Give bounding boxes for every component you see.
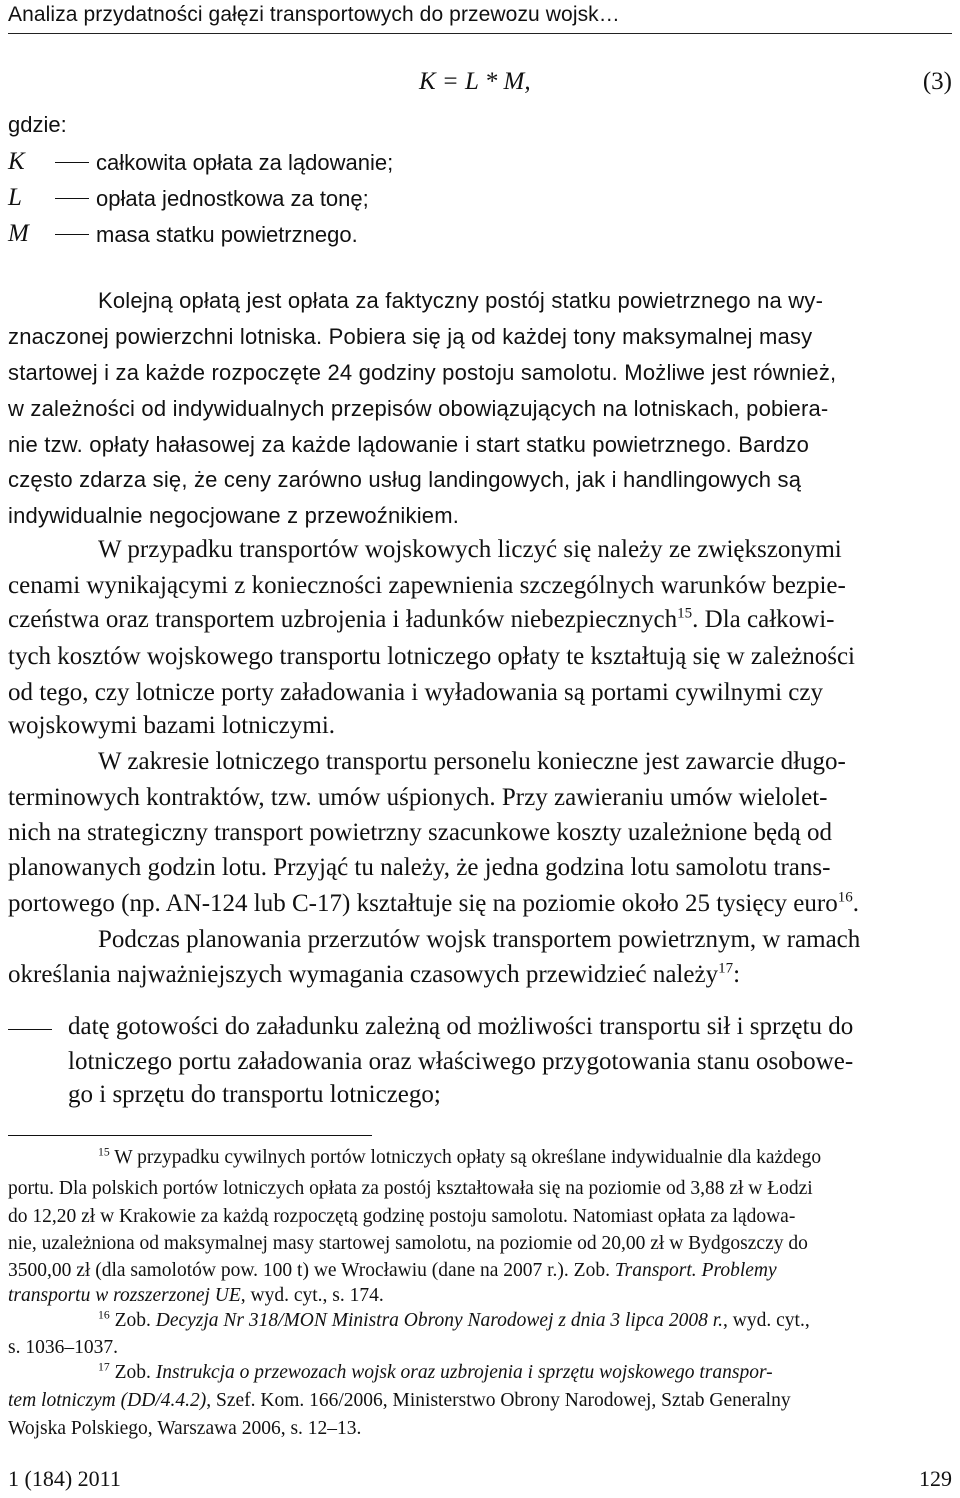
text-line: startowej i za każde rozpoczęte 24 godziny postoju samolotu. Możliwe jest również, <box>8 360 837 385</box>
text-line: lotniczego portu załadowania oraz właściwego przygotowania stanu osobowe- <box>68 1048 854 1075</box>
text-line: w zależności od indywidualnych przepisów obowiązujących na lotniskach, pobiera- <box>8 396 829 421</box>
footnote-marker: 17 <box>98 1360 110 1374</box>
definition-symbol: L <box>8 184 22 211</box>
definitions-intro: gdzie: <box>8 112 67 137</box>
footnote-line: 3500,00 zł (dla samolotów pow. 100 t) we Wrocławiu (dane na 2007 r.). Zob. Transport. Problemy <box>8 1260 777 1281</box>
footnote-separator <box>8 1135 372 1136</box>
text-line: Podczas planowania przerzutów wojsk transportem powietrznym, w ramach <box>98 926 861 953</box>
bullet-dash <box>8 1029 52 1030</box>
footnote-line: Wojska Polskiego, Warszawa 2006, s. 12–13. <box>8 1418 362 1439</box>
footnote-line: $^{15}$ W przypadku cywilnych portów lotniczych opłaty są określane indywidualnie dla każdego <box>98 1145 822 1168</box>
footnote-ref[interactable]: 16 <box>837 889 853 906</box>
text-line: znaczonej powierzchni lotniska. Pobiera się ją od każdej tony maksymalnej masy <box>8 324 813 349</box>
footnote-line: do 12,20 zł w Krakowie za każdą rozpoczętą godzinę postoju samolotu. Natomiast opłata za lądowa- <box>8 1206 796 1227</box>
definition-dash <box>55 198 89 199</box>
text-line: wojskowymi bazami lotniczymi. <box>8 712 336 739</box>
text-line: nich na strategiczny transport powietrzny szacunkowe koszty uzależnione będą od <box>8 819 832 846</box>
footnote-line: tem lotniczym (DD/4.4.2), Szef. Kom. 166/2006, Ministerstwo Obrony Narodowej, Sztab Generalny <box>8 1390 791 1411</box>
text-line: czeństwa oraz transportem uzbrojenia i ładunków niebezpiecznych$^{15}$. Dla całkowi- <box>8 605 835 633</box>
footnote-line: transportu w rozszerzonej UE, wyd. cyt., s. 174. <box>8 1285 384 1306</box>
text-line: często zdarza się, że ceny zarówno usług landingowych, jak i handlingowych są <box>8 467 802 492</box>
text-line: go i sprzętu do transportu lotniczego; <box>68 1081 441 1108</box>
footnote-ref[interactable]: 17 <box>718 960 734 977</box>
header-rule <box>8 33 952 34</box>
footnote-marker: 16 <box>98 1308 110 1322</box>
text-line: nie tzw. opłaty hałasowej za każde lądowanie i start statku powietrznego. Bardzo <box>8 432 810 457</box>
definition-text: masa statku powietrznego. <box>96 222 358 247</box>
issue-number: 1 (184) 2011 <box>8 1466 121 1491</box>
footnote-line: s. 1036–1037. <box>8 1337 118 1358</box>
definition-symbol: K <box>8 148 25 175</box>
footnote-line: $^{17}$ Zob. Instrukcja o przewozach wojsk oraz uzbrojenia i sprzętu wojskowego transpor- <box>98 1360 773 1383</box>
text-line: terminowych kontraktów, tzw. umów uśpionych. Przy zawieraniu umów wielolet- <box>8 784 828 811</box>
text-line: tych kosztów wojskowego transportu lotniczego opłaty te kształtują się w zależności <box>8 643 855 670</box>
text-line: W przypadku transportów wojskowych liczyć się należy ze zwiększonymi <box>98 536 842 563</box>
text-line: W zakresie lotniczego transportu personelu konieczne jest zawarcie długo- <box>98 748 846 775</box>
footnote-ref[interactable]: 15 <box>677 605 693 622</box>
text-line: datę gotowości do załadunku zależną od możliwości transportu sił i sprzętu do <box>68 1013 854 1040</box>
footnote-line: portu. Dla polskich portów lotniczych opłata za postój kształtowała się na poziomie od 3,88 zł w Łodzi <box>8 1178 813 1199</box>
running-header: Analiza przydatności gałęzi transportowych do przewozu wojsk… <box>8 3 620 26</box>
footnote-line: nie, uzależniona od maksymalnej masy startowej samolotu, na poziomie od 20,00 zł w Bydgoszczy do <box>8 1233 808 1254</box>
definition-text: całkowita opłata za lądowanie; <box>96 150 394 175</box>
definition-dash <box>55 234 89 235</box>
definition-text: opłata jednostkowa za tonę; <box>96 186 369 211</box>
footnote-marker: 15 <box>98 1145 110 1159</box>
text-line: portowego (np. AN-124 lub C-17) kształtuje się na poziomie około 25 tysięcy euro$^{16}$. <box>8 889 859 917</box>
definition-symbol: M <box>8 220 29 247</box>
text-line: od tego, czy lotnicze porty załadowania i wyładowania są portami cywilnymi czy <box>8 679 824 706</box>
text-line: Kolejną opłatą jest opłata za faktyczny postój statku powietrznego na wy- <box>98 288 824 313</box>
text-line: indywidualnie negocjowane z przewoźnikiem. <box>8 503 460 528</box>
formula-number: (3) <box>922 68 952 95</box>
definition-dash <box>55 162 89 163</box>
footnote-line: $^{16}$ Zob. Decyzja Nr 318/MON Ministra Obrony Narodowej z dnia 3 lipca 2008 r., wyd. cyt., <box>98 1308 810 1331</box>
text-line: cenami wynikającymi z konieczności zapewnienia szczególnych warunków bezpie- <box>8 572 846 599</box>
text-line: planowanych godzin lotu. Przyjąć tu należy, że jedna godzina lotu samolotu trans- <box>8 854 831 881</box>
page-number: 129 <box>919 1466 952 1491</box>
text-line: określania najważniejszych wymagania czasowych przewidzieć należy$^{17}$: <box>8 960 741 988</box>
formula: K = L * M, <box>419 68 531 95</box>
